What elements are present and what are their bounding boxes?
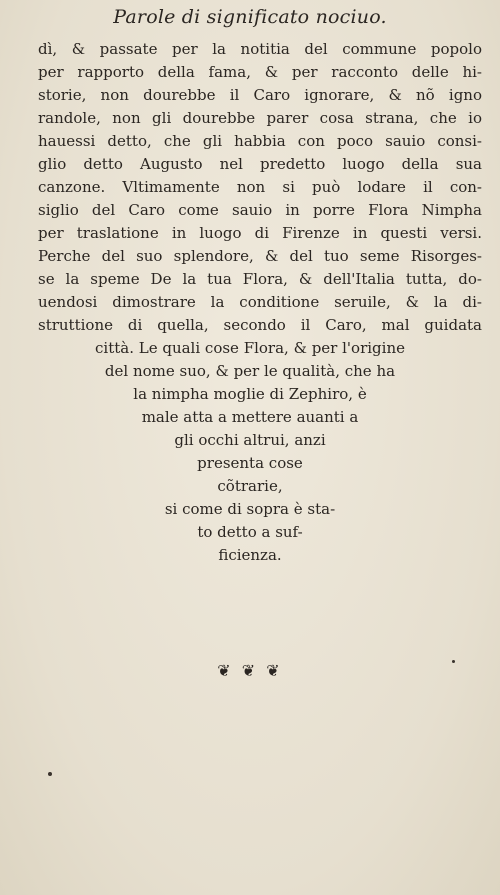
text-line: storie, non dourebbe il Caro ignorare, & nõ igno	[38, 86, 482, 104]
text-line: siglio del Caro come sauio in porre Flora Nimpha	[38, 201, 482, 219]
text-line: gli occhi altrui, anzi	[174, 431, 326, 449]
fleuron-ornament: ❦ ❦ ❦	[217, 661, 283, 680]
text-line: la nimpha moglie di Zephiro, è	[133, 385, 367, 403]
text-line: dì, & passate per la notitia del commune popolo	[38, 40, 482, 58]
running-head: Parole di significato nociuo.	[113, 6, 387, 28]
text-line: si come di sopra è sta-	[164, 500, 336, 518]
text-line: Perche del suo splendore, & del tuo seme Risorges-	[38, 247, 482, 265]
text-line: uendosi dimostrare la conditione seruile, & la di-	[38, 293, 482, 311]
text-line: città. Le quali cose Flora, & per l'origine	[95, 339, 405, 357]
text-line: del nome suo, & per le qualità, che ha	[104, 362, 396, 380]
text-line: hauessi detto, che gli habbia con poco sauio consi-	[38, 132, 482, 150]
text-line: to detto a suf-	[197, 523, 303, 541]
text-line: canzone. Vltimamente non si può lodare il con-	[38, 178, 482, 196]
text-line: presenta cose	[197, 454, 303, 472]
text-line: randole, non gli dourebbe parer cosa strana, che io	[38, 109, 482, 127]
ink-speck	[48, 772, 52, 776]
text-line: cõtrarie,	[217, 477, 283, 495]
text-line: struttione di quella, secondo il Caro, mal guidata	[38, 316, 482, 334]
text-line: ficienza.	[218, 546, 282, 564]
text-line: per traslatione in luogo di Firenze in questi versi.	[38, 224, 482, 242]
text-line: se la speme De la tua Flora, & dell'Italia tutta, do-	[38, 270, 482, 288]
ink-speck	[452, 660, 455, 663]
text-line: glio detto Augusto nel predetto luogo della sua	[38, 155, 482, 173]
text-line: per rapporto della fama, & per racconto delle hi-	[38, 63, 482, 81]
text-line: male atta a mettere auanti a	[141, 408, 359, 426]
